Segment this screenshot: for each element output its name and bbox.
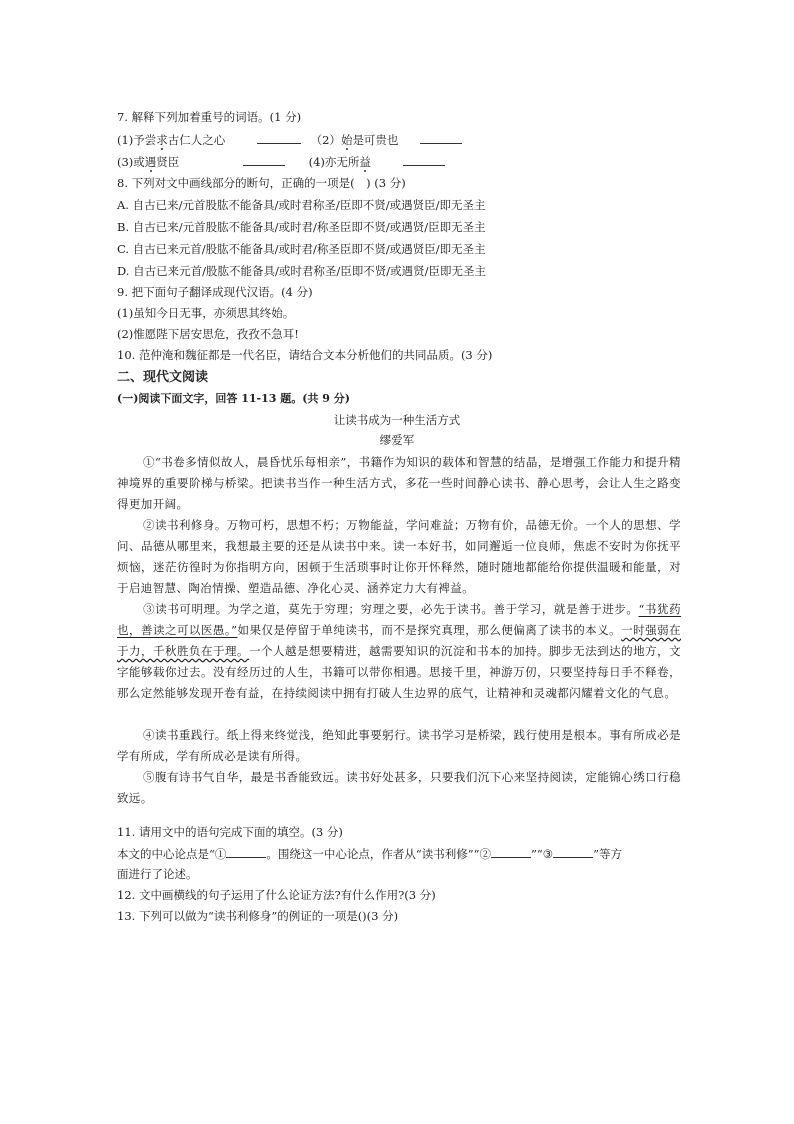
article-paragraph-1: ①“书卷多情似故人，晨昏忧乐每相亲”，书籍作为知识的载体和智慧的结晶，是增强工作能力和提升精神境界的重要阶梯与桥梁。把读书当作一种生活方式，多花一些时间静心读书、静心思考，会让人生之路变得更加开阔。 <box>117 455 681 511</box>
q7-row-1 <box>117 132 462 147</box>
q13-title: 13. 下列可以做为“读书利修身”的例证的一项是()(3 分) <box>117 909 399 923</box>
q7-item-2: （2）始是可贵也 <box>310 133 399 147</box>
section-heading: 二、现代文阅读 <box>117 370 209 385</box>
article-paragraph-5: ⑤腹有诗书气自华，最是书香能致远。读书好处甚多，只要我们沉下心来坚持阅读，定能锦心绣口行稳致远。 <box>117 770 681 805</box>
q9-sentence-1: (1)虽知今日无事，亦须思其终始。 <box>117 306 295 320</box>
q7-item-3: (3)或遇贤臣 <box>117 155 180 169</box>
underlined-quote: “书犹药也，善读之可以医愚。” <box>117 602 681 637</box>
q7-blank-3[interactable] <box>243 154 285 166</box>
q8-option-a[interactable]: A. 自古已来/元首股肱不能备具/或时君称圣/臣即不贤/或遇贤臣/即无圣主 <box>117 198 486 212</box>
q8-option-b[interactable]: B. 自古已来/元首股肱不能备具/或时君/称圣臣即不贤/或遇贤/臣即无圣主 <box>117 220 486 234</box>
q7-blank-4[interactable] <box>403 154 445 166</box>
q11-blank-2[interactable] <box>491 846 531 858</box>
q9-sentence-2: (2)惟愿陛下居安思危，孜孜不急耳! <box>117 327 299 341</box>
q11-blank-1[interactable] <box>226 846 266 858</box>
q10-title: 10. 范仲淹和魏征都是一代名臣，请结合文本分析他们的共同品质。(3 分) <box>117 348 493 362</box>
q8-title: 8. 下列对文中画线部分的断句，正确的一项是( ) (3 分) <box>117 176 406 190</box>
article-author: 缪爱军 <box>379 433 415 447</box>
q7-blank-1[interactable] <box>257 132 301 144</box>
article-title: 让读书成为一种生活方式 <box>333 413 461 427</box>
q11-blank-3[interactable] <box>553 846 593 858</box>
article-paragraph-4: ④读书重践行。纸上得来终觉浅，绝知此事要躬行。读书学习是桥梁，践行使用是根本。事有所成必是学有所成，学有所成必是读有所得。 <box>117 728 681 763</box>
article-paragraph-3: ③读书可明理。为学之道，莫先于穷理；穷理之要，必先于读书。善于学习，就是善于进步。“书犹药也，善读之可以医愚。”如果仅是停留于单纯读书，而不是探究真理，那么便偏离了读书的本义。一时强弱在于力，千秋胜负在于理。一个人越是想要精进，越需要知识的沉淀和书本的加持。脚步无法到达的地方，文字能够载你过去。没有经历过的人生，书籍可以带你相遇。思接千里，神游万仞，只要坚持每日手不释卷，那么定然能够发现开卷有益，在持续阅读中拥有打破人生边界的底气，让精神和灵魂都闪耀着文化的气息。 <box>117 602 682 700</box>
q7-blank-2[interactable] <box>420 132 462 144</box>
q7-item-4: (4)亦无所益 <box>308 155 371 169</box>
q11-line-1: 本文的中心论点是“① 。围绕这一中心论点，作者从“读书利修”“② ”“③ ”等方 <box>117 847 622 861</box>
wavy-underlined-sentence: 一时强弱在于力，千秋胜负在于理。 <box>117 623 682 658</box>
q7-row-2 <box>117 154 445 169</box>
q7-item-1: (1)予尝求古仁人之心 <box>117 133 226 147</box>
article-paragraph-2: ②读书利修身。万物可朽，思想不朽；万物能益，学问难益；万物有价，品德无价。一个人的思想、学问、品德从哪里来，我想最主要的还是从读书中来。读一本好书，如同邂逅一位良师，焦虑不安时为你抚平烦恼，迷茫彷徨时为你指明方向，困顿于生活琐事时让你开怀释然，随时随地都能给你提供温暖和能量，对于启迪智慧、陶冶情操、塑造品德、净化心灵、涵养定力大有裨益。 <box>117 518 681 595</box>
section-subheading: (一)阅读下面文字，回答 11-13 题。(共 9 分) <box>117 392 350 405</box>
q8-option-d[interactable]: D. 自古已来元首/股肱不能备具/或时君称圣/臣即不贤/或遇贤/臣即无圣主 <box>117 264 486 278</box>
q7-title: 7. 解释下列加着重号的词语。(1 分) <box>117 110 302 124</box>
q11-title: 11. 请用文中的语句完成下面的填空。(3 分) <box>117 825 343 839</box>
q8-option-c[interactable]: C. 自古已来元首/股肱不能备具/或时君/称圣臣即不贤/或遇贤臣/即无圣主 <box>117 242 486 256</box>
q12-title: 12. 文中画横线的句子运用了什么论证方法?有什么作用?(3 分) <box>117 888 436 902</box>
q11-line-2: 面进行了论述。 <box>117 867 198 881</box>
q9-title: 9. 把下面句子翻译成现代汉语。(4 分) <box>117 285 313 299</box>
